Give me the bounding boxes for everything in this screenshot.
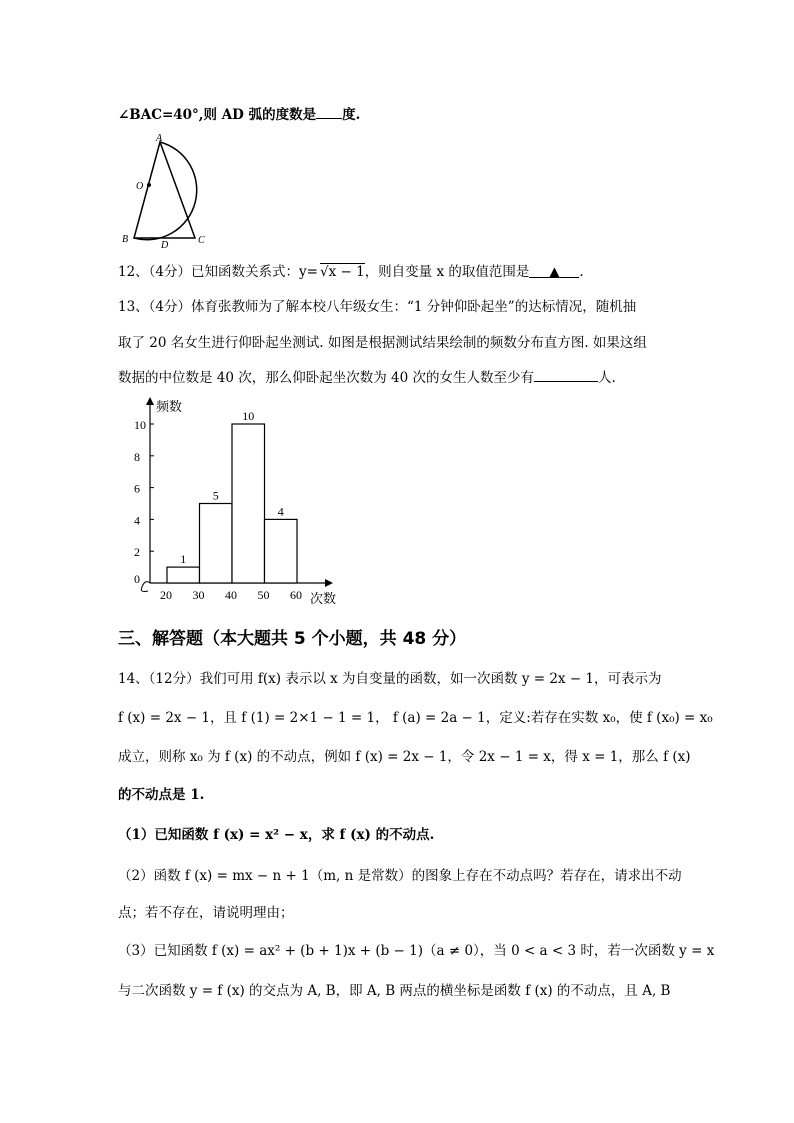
label-o: O — [136, 181, 144, 192]
q14-line1: 14、（12分）我们可用 f(x) 表示以 x 为自变量的函数，如一次函数 y = 2x − 1，可表示为 — [118, 671, 662, 687]
histogram — [110, 395, 350, 610]
q14-part3-line2: 与二次函数 y = f (x) 的交点为 A, B，即 A, B 两点的横坐标是函数 f (x) 的不动点，且 A, B — [118, 983, 671, 999]
q14-line3: 成立，则称 x₀ 为 f (x) 的不动点，例如 f (x) = 2x − 1，令 2x − 1 = x，得 x = 1，那么 f (x) — [118, 749, 691, 765]
q12-text — [118, 263, 584, 281]
triangle-circle-figure — [115, 130, 215, 250]
y-tick-label: 4 — [134, 513, 140, 528]
q14-line4: 的不动点是 1. — [118, 787, 205, 803]
q11-text — [118, 104, 360, 124]
y-tick-label: 2 — [134, 545, 140, 560]
q12-answer-blank: ▲ — [529, 263, 579, 278]
q14-part3-line1: （3）已知函数 f (x) = ax² + (b + 1)x + (b − 1)（a ≠ 0），当 0 < a < 3 时，若一次函数 y = x — [118, 943, 715, 959]
q11-answer-blank — [316, 104, 342, 119]
q13-line3-text: 数据的中位数是 40 次，那么仰卧起坐次数为 40 次的女生人数至少有 — [118, 370, 535, 386]
x-tick-label: 50 — [257, 588, 270, 602]
y-tick-label: 8 — [134, 449, 140, 464]
x-axis-label: 次数 — [310, 591, 337, 606]
q11-question: ∠BAC=40°,则 AD 弧的度数是 — [118, 107, 317, 123]
label-b: B — [122, 234, 129, 245]
q13-answer-blank — [534, 367, 598, 382]
histogram-bar — [265, 519, 298, 583]
label-d: D — [161, 240, 169, 250]
bar-data-label: 5 — [212, 488, 219, 503]
y-axis-label: 频数 — [156, 399, 183, 414]
y-tick-label: 0 — [134, 572, 140, 586]
q12-prefix: 12、（4分）已知函数关系式：y= — [118, 264, 318, 280]
q12-mid: ，则自变量 x 的取值范围是 — [364, 264, 530, 280]
x-tick-label: 60 — [290, 588, 302, 602]
y-tick-label: 10 — [134, 418, 146, 432]
histogram-bar — [200, 504, 233, 584]
bar-data-label: 4 — [277, 504, 284, 519]
histogram-bar — [232, 424, 265, 583]
y-tick-label: 6 — [134, 481, 140, 496]
axis-break — [141, 582, 150, 592]
q12-suffix: . — [579, 264, 584, 280]
x-tick-label: 20 — [160, 588, 172, 602]
q13-line1: 13、（4分）体育张教师为了解本校八年级女生：“1 分钟仰卧起坐”的达标情况，随机抽 — [118, 299, 637, 315]
x-tick-label: 30 — [192, 588, 205, 602]
q13-line3 — [118, 367, 616, 387]
x-axis-arrow — [325, 579, 333, 587]
label-a: A — [156, 133, 163, 144]
x-tick-label: 40 — [225, 588, 237, 602]
y-axis-arrow — [146, 397, 154, 405]
label-c: C — [198, 235, 205, 246]
q14-part2-line1: （2）函数 f (x) = mx − n + 1（m, n 是常数）的图象上存在不动点吗？若存在，请求出不动 — [118, 868, 682, 884]
bar-data-label: 10 — [242, 409, 255, 423]
q12-sqrt: √x − 1 — [319, 264, 365, 280]
q12-radicand: x − 1 — [328, 264, 365, 280]
section-heading: 三、解答题（本大题共 5 个小题，共 48 分） — [118, 629, 467, 649]
q14-line2: f (x) = 2x − 1，且 f (1) = 2×1 − 1 = 1， f (a) = 2a − 1，定义:若存在实数 x₀，使 f (x₀) = x₀ — [118, 710, 713, 726]
q13-line2: 取了 20 名女生进行仰卧起坐测试. 如图是根据测试结果绘制的频数分布直方图. 如果这组 — [118, 335, 647, 351]
histogram-bar — [167, 567, 200, 583]
q14-part2-line2: 点；若不存在，请说明理由； — [118, 905, 294, 921]
q13-suffix: 人. — [598, 370, 616, 386]
q11-suffix: 度. — [342, 107, 361, 123]
bar-data-label: 1 — [180, 552, 187, 567]
q14-part1: （1）已知函数 f (x) = x² − x，求 f (x) 的不动点. — [118, 827, 435, 843]
